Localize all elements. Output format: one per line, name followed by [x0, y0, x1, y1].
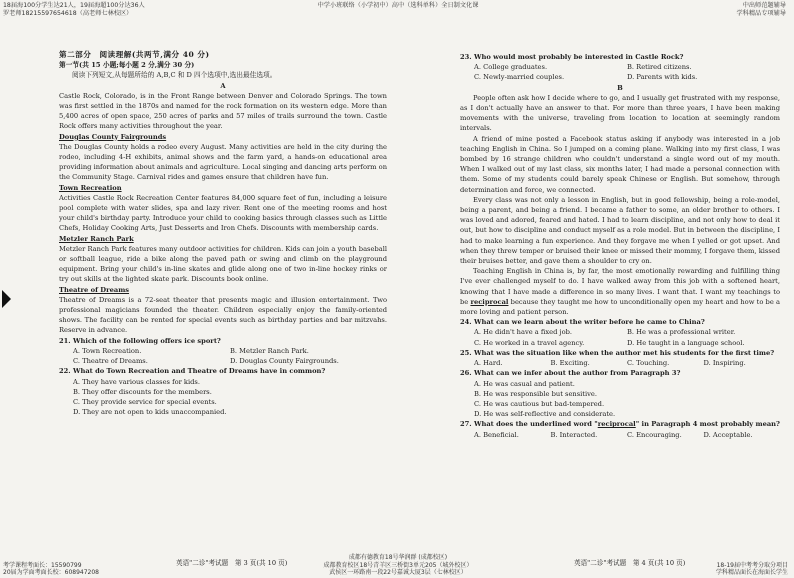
question-24: 24. What can we learn about the writer before he came to China?	[460, 318, 705, 327]
paragraph-text: Teaching English in China is, by far, the most emotionally rewarding and fulfilling thing I've ever challenged myself to do. I have walked away from this job with a softened heart, knowing that I have made a difference in so many lives. I want that. I want my teachings to be	[460, 267, 780, 306]
answer-option: A. Beneficial.	[474, 430, 519, 439]
header-right-line: 学科精品专项辅导	[736, 9, 786, 17]
question-23-options	[460, 62, 780, 82]
page-marker-arrow	[2, 290, 11, 308]
answer-option: C. Theatre of Dreams.	[73, 357, 148, 366]
answer-option: A. Hard.	[474, 359, 503, 368]
passage-paragraph	[460, 266, 780, 317]
question-22: 22. What do Town Recreation and Theatre of Dreams have in common?	[59, 367, 326, 376]
instruction: 阅读下列短文,从每题所给的 A,B,C 和 D 四个选项中,选出最佳选项。	[72, 71, 277, 80]
footer-line: 武侯区一环路南一段22号嘉诚大厦3层（七林校区）	[329, 568, 467, 576]
passage-intro: Castle Rock, Colorado, is in the Front Range between Denver and Colorado Springs. The town was first settled in the 1870s and named for the rock formation on its western edge. More than 5,400 acres of open space, 250 acres of parks and 57 miles of trails surround the town. Castle Rock offers many activities throughout the year.	[59, 91, 387, 131]
section-text: Activities Castle Rock Recreation Center features 84,000 square feet of fun, including a leisure pool complete with water slides, spa and lazy river. Rent one of the meeting rooms and host your child's birthday party. Introduce your child to cooking basics through classes such as Little Chefs, Holiday Cooking Arts, Just Desserts and Iron Chefs. Discounts with membership cards.	[59, 193, 387, 233]
answer-option: A. He was casual and patient.	[474, 379, 575, 388]
answer-option: D. He taught in a language school.	[627, 338, 745, 347]
answer-option: C. Newly-married couples.	[474, 73, 565, 82]
answer-option: B. Interacted.	[550, 430, 598, 439]
answer-option: D. Acceptable.	[703, 430, 753, 439]
footer-line: 20届为学面考面长校：608947208	[3, 568, 99, 576]
footer-line: 成都教育校区18号青羊区三桥街3单元205（城外校区）	[323, 561, 473, 569]
header-center: 中学小班联络（小学初中）高中（选科单科）全日制文化课	[317, 2, 479, 9]
section-text: Metzler Ranch Park features many outdoor activities for children. Kids can join a youth baseball or softball league, ride a bike along the paved path or swing and climb on the playground equipment. Bring your child's in-line skates and glide along one of two in-line hockey rinks or try out skills at the lighted skate park. Discounts book online.	[59, 244, 387, 284]
question-23: 23. Who would most probably be interested in Castle Rock?	[460, 53, 684, 61]
answer-option: B. He was responsible but sensitive.	[474, 389, 597, 398]
answer-option: A. He didn't have a fixed job.	[474, 328, 573, 337]
answer-option: D. Parents with kids.	[627, 73, 698, 82]
answer-option: C. He worked in a travel agency.	[474, 338, 585, 347]
paragraph-text: because they taught me how to unconditionally open my heart and how to be a more loving and patient person.	[460, 297, 780, 317]
passage-paragraph: A friend of mine posted a Facebook status asking if anybody was interested in a job teaching English in China. So I jumped on a coming plane. Walking into my first class, I was bombed by 16 strange children who couldn't understand a single word out of my mouth. When I walked out of my last class, six months later, I had made a personal connection with them. Some of my students could barely speak Chinese or English. But somehow, through determination and force, we connected.	[460, 134, 780, 194]
question-24-options	[460, 327, 780, 347]
section-text: The Douglas County holds a rodeo every August. Many activities are held in the city during the rodeo, including 4-H exhibits, animal shows and the farm yard, a hands-on educational area providing information about animals and agriculture. Local singing and dancing arts perform on the Community Stage. Carnival rides and games ensure that children have fun.	[59, 142, 387, 182]
answer-option: B. He was a professional writer.	[627, 328, 736, 337]
question-25: 25. What was the situation like when the author met his students for the first time?	[460, 348, 775, 357]
header-right-line: 中出师范题辅导	[742, 2, 786, 9]
answer-option: C. Touching.	[627, 359, 670, 368]
answer-option: B. They offer discounts for the members.	[73, 387, 212, 396]
footer-right	[716, 562, 788, 576]
question-text: 27. What does the underlined word "	[460, 420, 598, 429]
header-left	[3, 2, 145, 17]
question-26: 26. What can we infer about the author from Paragraph 3?	[460, 369, 681, 378]
header-left-line: 18届海100分学生达21人，19届海超100分达36人	[3, 2, 145, 9]
section-text: Theatre of Dreams is a 72-seat theater that presents magic and illusion entertainment. Two professional magicians founded the theater. Children especially enjoy the family-oriented shows. The facility can be rented for special events such as birthday parties and bar mitzvahs. Reserve in advance.	[59, 295, 387, 335]
section-heading: Theatre of Dreams	[59, 285, 130, 294]
right-page-column	[460, 52, 780, 440]
underlined-word: reciprocal	[597, 420, 636, 429]
answer-option: D. Douglas County Fairgrounds.	[230, 357, 339, 366]
question-25-options	[460, 358, 780, 368]
question-22-options	[59, 377, 387, 418]
question-27	[460, 419, 780, 429]
question-27-options	[460, 430, 780, 440]
answer-option: D. Inspiring.	[703, 359, 746, 368]
passage-letter: B	[617, 83, 623, 92]
passage-letter: A	[220, 81, 226, 90]
footer-line: 成都有德教育18号华润群 (成都校区)	[348, 554, 448, 562]
answer-option: A. They have various classes for kids.	[73, 377, 200, 386]
underlined-word: reciprocal	[470, 297, 509, 306]
answer-option: B. Metzler Ranch Park.	[230, 346, 309, 355]
left-page-footer: 英语"二诊"考试题 第 3 页(共 10 页)	[176, 559, 288, 567]
answer-option: B. Exciting.	[550, 359, 590, 368]
question-text: " in Paragraph 4 most probably mean?	[635, 420, 780, 429]
footer-center	[258, 554, 538, 576]
answer-option: B. Retired citizens.	[627, 63, 692, 72]
subsection-title: 第一节(共 15 小题;每小题 2 分,满分 30 分)	[59, 61, 195, 70]
section-heading: Douglas County Fairgrounds	[59, 132, 167, 141]
footer-line: 18-19届中考考分取分项目	[716, 561, 788, 569]
passage-paragraph: People often ask how I decide where to go, and I usually get frustrated with my response, as I don't actually have an answer to that. For more than three years, I have been making movements with the universe, traveling from location to location at seemingly random intervals.	[460, 93, 780, 133]
right-page-footer: 英语"二诊"考试题 第 4 页(共 10 页)	[574, 559, 686, 567]
question-21-options	[59, 346, 387, 366]
header-right	[737, 2, 787, 17]
question-21: 21. Which of the following offers ice sport?	[59, 336, 221, 345]
section-heading: Town Recreation	[59, 183, 122, 192]
answer-option: C. They provide service for special events.	[73, 397, 217, 406]
answer-option: A. College graduates.	[474, 63, 548, 72]
header-left-line: 罗老师18215597654618（高老师七林校区）	[3, 9, 133, 17]
question-26-options	[460, 379, 780, 420]
section-title: 第二部分 阅读理解(共两节,满分 40 分)	[59, 50, 210, 59]
answer-option: D. He was self-reflective and considerate.	[474, 410, 616, 419]
section-heading: Metzler Ranch Park	[59, 234, 134, 243]
left-page-column	[59, 50, 387, 417]
footer-left	[3, 562, 99, 576]
passage-paragraph: Every class was not only a lesson in English, but in good fellowship, being a role-model, being a parent, and being a friend. I became a father to some, an older brother to others. I was loved and adored, feared and hated. I had to learn discipline, and not only how to deal it out, but how to discipline and conduct myself as a role model. But in between the discipline, I had to make learning a fun experience. And they forgave me when I yelled or got upset. And when they threw temper or bruised their knee or missed their mommy, I forgave them, kissed their bruises better, and gave them a shoulder to cry on.	[460, 195, 780, 266]
answer-option: A. Town Recreation.	[73, 346, 142, 355]
answer-option: D. They are not open to kids unaccompanied.	[73, 408, 227, 417]
footer-line: 学科精品面长在海面长学生	[715, 568, 788, 576]
answer-option: C. He was cautious but bad-tempered.	[474, 399, 605, 408]
footer-line: 考学课程考面长：15590799	[3, 561, 82, 569]
answer-option: C. Encouraging.	[627, 430, 682, 439]
